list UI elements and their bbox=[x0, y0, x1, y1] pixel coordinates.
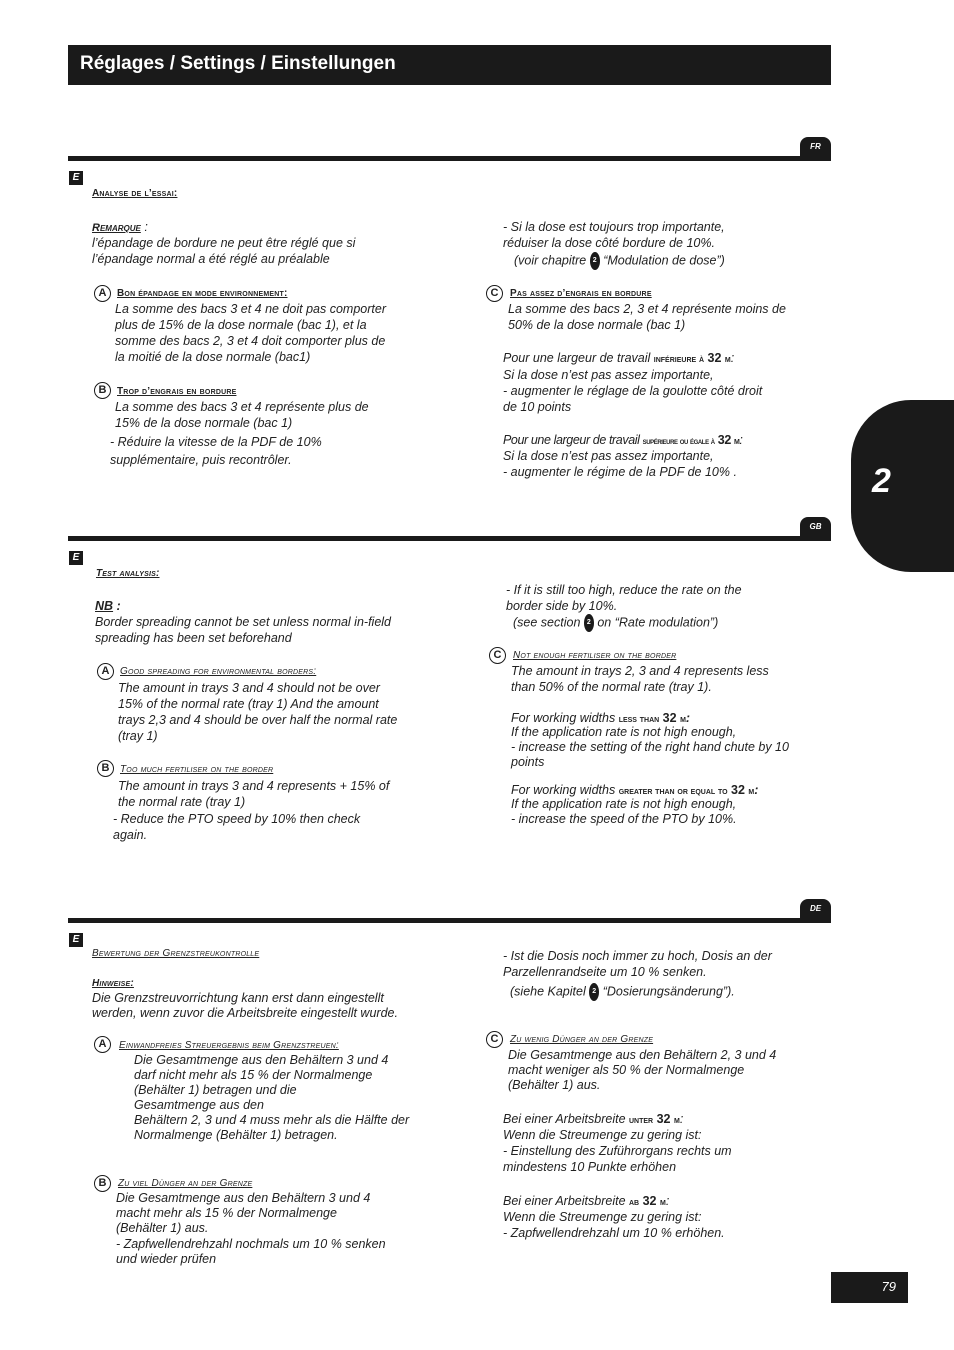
gb-see-pre: (see section bbox=[513, 615, 584, 630]
gb-nb-text: Border spreading cannot be set unless normal in-field spreading has been set beforehand bbox=[95, 615, 392, 645]
fr-remark-colon: : bbox=[140, 220, 148, 234]
de-w1-unit: m bbox=[673, 1115, 680, 1126]
de-width1-body: Wenn die Streumenge zu gering ist: - Einstellung des Zuführorgans rechts um mindestens 10 Punkte erhöhen bbox=[503, 1128, 732, 1174]
fr-right-bullet: - Si la dose est toujours trop importante, réduiser la dose côté bordure de 10%. bbox=[503, 220, 725, 250]
de-w1-end: : bbox=[679, 1112, 684, 1126]
page-header bbox=[68, 45, 831, 85]
fr-b-text: La somme des bacs 3 et 4 représente plus de 15% de la dose normale (bac 1) bbox=[115, 400, 369, 430]
chapter-ref-icon: 2 bbox=[590, 252, 600, 270]
fr-section-title: Analyse de l’essai: bbox=[92, 188, 178, 199]
fr-w2-num: 32 bbox=[714, 433, 734, 447]
section-rule-de bbox=[68, 918, 831, 923]
gb-b-text: The amount in trays 3 and 4 represents + 15% of the normal rate (tray 1) bbox=[118, 779, 390, 809]
chapter-thumb-tab bbox=[851, 400, 954, 572]
fr-width1-line bbox=[503, 350, 734, 368]
gb-nb-colon: : bbox=[113, 599, 121, 613]
de-note-text: Die Grenzstreuvorrichtung kann erst dann eingestellt werden, wenn zuvor die Arbeitsbreite eingestellt wurde. bbox=[92, 991, 398, 1020]
de-c-text: Die Gesamtmenge aus den Behältern 2, 3 und 4 macht weniger als 50 % der Normalmenge (Behälter 1) aus. bbox=[508, 1048, 777, 1092]
fr-width1-body: Si la dose n’est pas assez importante, - augmenter le réglage de la goulotte côté droit de 10 points bbox=[503, 368, 763, 414]
section-e-label-fr: E bbox=[69, 171, 83, 185]
page-number-box bbox=[831, 1272, 908, 1303]
gb-w1-unit: m bbox=[680, 714, 686, 725]
gb-w2-sc: greater than or equal to bbox=[618, 786, 728, 797]
gb-see-ref bbox=[513, 614, 718, 632]
fr-marker-c: C bbox=[486, 285, 503, 302]
de-marker-b: B bbox=[94, 1175, 111, 1192]
fr-see-ref bbox=[514, 252, 725, 270]
fr-remark-text: l’épandage de bordure ne peut être réglé que si l’épandage normal a été réglé au préalable bbox=[92, 236, 356, 266]
gb-marker-b: B bbox=[97, 760, 114, 777]
de-right-bullet: - Ist die Dosis noch immer zu hoch, Dosis an der Parzellenrandseite um 10 % senken. bbox=[503, 949, 772, 979]
lang-tab-de: DE bbox=[800, 899, 831, 919]
chapter-number: 2 bbox=[872, 462, 891, 500]
chapter-ref-icon: 2 bbox=[589, 983, 599, 1001]
fr-w1-end: : bbox=[730, 351, 735, 365]
de-see-pre: (siehe Kapitel bbox=[510, 984, 590, 999]
chapter-ref-icon: 2 bbox=[584, 614, 594, 632]
section-rule-gb bbox=[68, 536, 831, 541]
fr-a-text: La somme des bacs 3 et 4 ne doit pas comporter plus de 15% de la dose normale (bac 1), et la somme des bacs 2, 3 et 4 doit comporter plus de la moitié de la dose normale (bac1) bbox=[115, 302, 386, 364]
gb-w2-num: 32 bbox=[727, 783, 749, 797]
de-see-ref bbox=[510, 983, 735, 1001]
gb-w1-num: 32 bbox=[659, 711, 681, 725]
fr-remark-label: Remarque bbox=[92, 222, 141, 234]
lang-tab-gb: GB bbox=[800, 517, 831, 537]
fr-c-text: La somme des bacs 2, 3 et 4 représente moins de 50% de la dose normale (bac 1) bbox=[508, 302, 786, 332]
gb-w1-sc: less than bbox=[618, 714, 660, 725]
lang-tab-fr: FR bbox=[800, 137, 831, 157]
de-w2-end: : bbox=[665, 1194, 670, 1208]
fr-w2-unit: m bbox=[733, 436, 740, 447]
fr-marker-a: A bbox=[94, 285, 111, 302]
de-w1-sc: unter bbox=[629, 1115, 654, 1126]
de-b-bullet: - Zapfwellendrehzahl nochmals um 10 % senken und wieder prüfen bbox=[116, 1237, 386, 1266]
fr-b-title: Trop d’engrais en bordure bbox=[117, 386, 237, 397]
gb-width2-body: If the application rate is not high enough, - increase the speed of the PTO by 10%. bbox=[511, 797, 737, 826]
gb-w1-end: : bbox=[685, 711, 691, 725]
gb-w2-end: : bbox=[754, 783, 759, 797]
de-width2-body: Wenn die Streumenge zu gering ist: - Zapfwellendrehzahl um 10 % erhöhen. bbox=[503, 1210, 725, 1240]
de-w2-unit: m bbox=[659, 1197, 666, 1208]
gb-section-title: Test analysis: bbox=[96, 568, 160, 579]
de-b-text: Die Gesamtmenge aus den Behältern 3 und 4 macht mehr als 15 % der Normalmenge (Behälter 1) aus. bbox=[116, 1191, 371, 1235]
fr-w2-pre: Pour une largeur de travail bbox=[503, 433, 643, 447]
gb-marker-c: C bbox=[489, 647, 506, 664]
de-w2-sc: ab bbox=[629, 1197, 640, 1208]
de-w1-num: 32 bbox=[653, 1112, 674, 1126]
gb-nb bbox=[95, 598, 121, 614]
de-marker-a: A bbox=[94, 1036, 111, 1053]
section-e-label-de: E bbox=[69, 933, 83, 947]
fr-marker-b: B bbox=[94, 382, 111, 399]
de-note-label: Hinweise: bbox=[92, 978, 134, 989]
fr-w2-sc: supérieure ou égale à bbox=[642, 436, 715, 446]
gb-b-title: Too much fertiliser on the border bbox=[120, 764, 274, 775]
de-w1-pre: Bei einer Arbeitsbreite bbox=[503, 1112, 629, 1126]
fr-width2-body: Si la dose n’est pas assez importante, - augmenter le régime de la PDF de 10% . bbox=[503, 449, 737, 479]
fr-b-bullet: - Réduire la vitesse de la PDF de 10% supplémentaire, puis recontrôler. bbox=[110, 435, 322, 467]
fr-w2-end: : bbox=[739, 433, 743, 447]
de-a-title: Einwandfreies Streuergebnis beim Grenzstreuen: bbox=[119, 1040, 339, 1051]
de-b-title: Zu viel Dünger an der Grenze bbox=[118, 1178, 253, 1189]
gb-w1-pre: For working widths bbox=[511, 711, 619, 725]
gb-right-bullet: - If it is still too high, reduce the rate on the border side by 10%. bbox=[506, 583, 742, 613]
de-w2-pre: Bei einer Arbeitsbreite bbox=[503, 1194, 629, 1208]
fr-see-pre: (voir chapitre bbox=[514, 253, 590, 268]
de-c-title: Zu wenig Dünger an der Grenze bbox=[510, 1034, 654, 1045]
fr-w1-sc: inférieure à bbox=[653, 354, 705, 365]
gb-c-text: The amount in trays 2, 3 and 4 represents less than 50% of the normal rate (tray 1). bbox=[511, 664, 769, 694]
de-marker-c: C bbox=[486, 1031, 503, 1048]
gb-see-post: on “Rate modulation”) bbox=[593, 615, 719, 630]
de-see-post: “Dosierungsänderung”). bbox=[599, 984, 735, 999]
page-number: 79 bbox=[881, 1279, 896, 1294]
de-a-text: Die Gesamtmenge aus den Behältern 3 und 4 darf nicht mehr als 15 % der Normalmenge (Behälter 1) betragen und die Gesamtmenge aus den Behältern 2, 3 und 4 muss mehr als die Hälfte der Normalmenge (Behälter 1) betragen. bbox=[134, 1053, 410, 1142]
fr-w1-num: 32 bbox=[704, 351, 725, 365]
gb-a-title: Good spreading for environmental borders: bbox=[120, 666, 317, 677]
gb-b-bullet: - Reduce the PTO speed by 10% then check again. bbox=[113, 812, 361, 842]
page-title: Réglages / Settings / Einstellungen bbox=[80, 53, 396, 74]
gb-w2-pre: For working widths bbox=[511, 783, 619, 797]
section-e-label-gb: E bbox=[69, 551, 83, 565]
gb-w2-unit: m bbox=[748, 786, 755, 797]
fr-see-post: “Modulation de dose”) bbox=[599, 253, 725, 268]
fr-w1-pre: Pour une largeur de travail bbox=[503, 351, 654, 365]
fr-c-title: Pas assez d’engrais en bordure bbox=[510, 288, 652, 299]
gb-c-title: Not enough fertiliser on the border bbox=[513, 650, 677, 661]
section-rule-fr bbox=[68, 156, 831, 161]
gb-marker-a: A bbox=[97, 663, 114, 680]
gb-width1-body: If the application rate is not high enough, - increase the setting of the right hand chute by 10 points bbox=[511, 725, 789, 769]
de-w2-num: 32 bbox=[639, 1194, 660, 1208]
de-section-title: Bewertung der Grenzstreukontrolle bbox=[92, 948, 260, 959]
gb-nb-label: NB bbox=[95, 599, 114, 613]
fr-remark bbox=[92, 219, 148, 236]
fr-a-title: Bon épandage en mode environnement: bbox=[117, 288, 288, 299]
gb-a-text: The amount in trays 3 and 4 should not be over 15% of the normal rate (tray 1) And the amount trays 2,3 and 4 should be over half the normal rate (tray 1) bbox=[118, 681, 398, 743]
fr-w1-unit: m bbox=[724, 354, 731, 365]
